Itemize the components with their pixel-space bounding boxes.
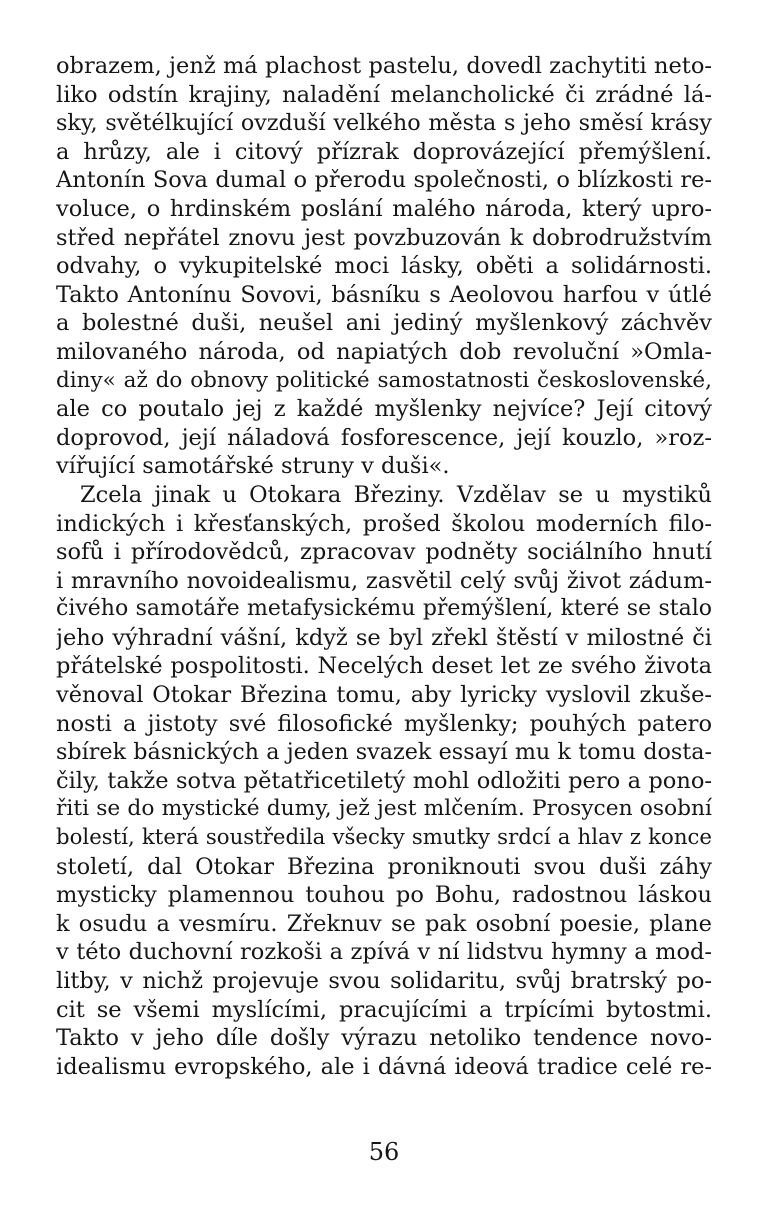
text-line-8: odvahy, o vykupitelské moci lásky, oběti a solidárnosti. — [56, 253, 712, 280]
text-line-7: střed nepřátel znovu jest povzbuzován k dobrodružstvím — [56, 224, 712, 251]
body-text — [56, 52, 712, 1081]
text-line-24: nosti a jistoty své filosofické myšlenky; pouhých patero — [56, 710, 712, 737]
text-line-5: Antonín Sova dumal o přerodu společnosti, o blízkosti re- — [56, 167, 712, 194]
text-line-4: a hrůzy, ale i citový přízrak doprovázející přemýšlení. — [56, 138, 712, 165]
text-line-9: Takto Antonínu Sovovi, básníku s Aeolovou harfou v útlé — [56, 281, 712, 308]
text-line-6: voluce, o hrdinském poslání malého národa, který upro- — [56, 195, 712, 222]
text-line-12: diny« až do obnovy politické samostatnosti československé, — [56, 367, 712, 393]
text-line-30: mysticky plamennou touhou po Bohu, radostnou láskou — [56, 882, 712, 909]
text-line-26: čily, takže sotva pětatřicetiletý mohl odložiti pero a pono- — [56, 767, 712, 794]
text-line-1: obrazem, jenž má plachost pastelu, dovedl zachytiti neto- — [56, 53, 712, 79]
text-line-3: sky, světélkující ovzduší velkého města s jeho směsí krásy — [56, 110, 712, 137]
text-line-27: řiti se do mystické dumy, jež jest mlčením. Prosycen osobní — [56, 796, 712, 822]
text-line-11: milovaného národa, od napiatých dob revoluční »Omla- — [56, 338, 712, 365]
text-line-22: přátelské pospolitosti. Necelých deset let ze svého života — [56, 653, 712, 680]
text-line-18: sofů i přírodovědců, zpracovav podněty sociálního hnutí — [56, 539, 712, 566]
text-line-29: století, dal Otokar Březina proniknouti svou duši záhy — [56, 853, 712, 880]
text-line-35: Takto v jeho díle došly výrazu netoliko tendence novo- — [56, 1025, 712, 1052]
text-line-36: idealismu evropského, ale i dávná ideová tradice celé re- — [56, 1053, 712, 1080]
text-line-21: jeho výhradní vášní, když se byl zřekl štěstí v milostné či — [56, 624, 712, 651]
text-line-32: v této duchovní rozkoši a zpívá v ní lidstvu hymny a mod- — [56, 939, 712, 966]
text-line-16: Zcela jinak u Otokara Březiny. Vzdělav se u mystiků — [80, 481, 712, 508]
text-line-17: indických i křesťanských, prošed školou moderních filo- — [56, 510, 712, 537]
text-line-10: a bolestné duši, neušel ani jediný myšlenkový záchvěv — [56, 310, 712, 337]
text-line-31: k osudu a vesmíru. Zřeknuv se pak osobní poesie, plane — [56, 910, 712, 937]
page-number: 56 — [368, 1138, 400, 1166]
text-line-25: sbírek básnických a jeden svazek essayí mu k tomu dosta- — [56, 739, 712, 766]
text-line-28: bolestí, která soustředila všecky smutky srdcí a hlav z konce — [56, 825, 712, 851]
text-line-20: čivého samotáře metafysickému přemýšlení, které se stalo — [56, 596, 712, 622]
text-line-15: vířující samotářské struny v duši«. — [56, 453, 450, 480]
text-line-23: věnoval Otokar Březina tomu, aby lyricky vyslovil zkuše- — [56, 682, 712, 709]
text-line-13: ale co poutalo jej z každé myšlenky nejvíce? Její citový — [56, 396, 712, 423]
text-line-33: litby, v nichž projevuje svou solidaritu, svůj bratrský po- — [56, 968, 712, 994]
text-line-34: cit se všemi myslícími, pracujícími a trpícími bytostmi. — [56, 996, 712, 1023]
text-line-19: i mravního novoidealismu, zasvětil celý svůj život zádum- — [56, 567, 712, 594]
text-line-2: liko odstín krajiny, naladění melancholické či zrádné lá- — [56, 81, 712, 108]
text-line-14: doprovod, její náladová fosforescence, její kouzlo, »roz- — [56, 424, 712, 451]
